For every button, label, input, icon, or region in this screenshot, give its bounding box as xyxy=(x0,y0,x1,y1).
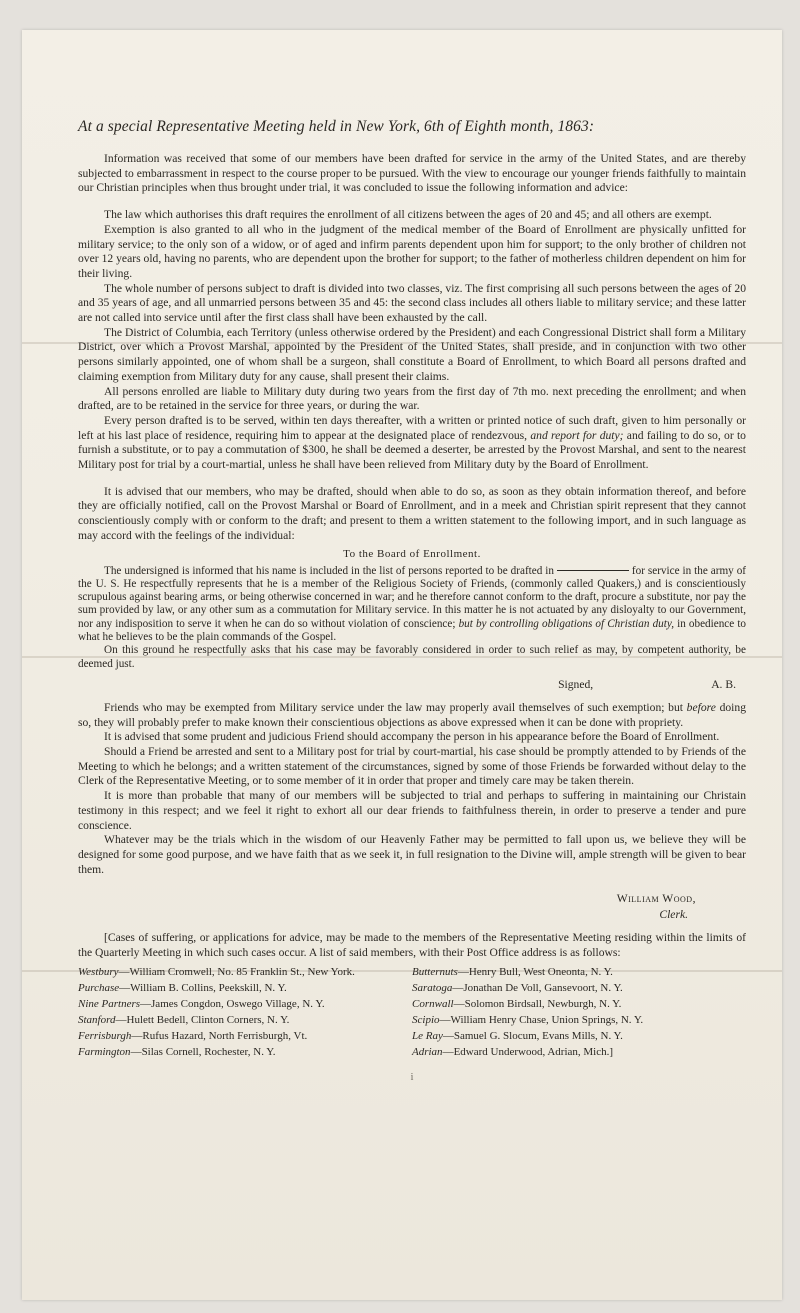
contact-entry: Saratoga—Jonathan De Voll, Gansevoort, N. Y. xyxy=(412,981,623,994)
emphasis-text: before xyxy=(686,700,716,714)
contact-entry: Butternuts—Henry Bull, West Oneonta, N. Y. xyxy=(412,965,613,978)
contacts-list xyxy=(78,964,746,1060)
contact-entry: Le Ray—Samuel G. Slocum, Evans Mills, N. Y. xyxy=(412,1029,623,1042)
document-sheet xyxy=(22,30,782,1300)
statement-signature xyxy=(78,678,746,691)
closing-paragraph-accompany: It is advised that some prudent and judicious Friend should accompany the person in his appearance before the Board of Enrollment. xyxy=(104,730,720,744)
document-title: At a special Representative Meeting held in New York, 6th of Eighth month, 1863: xyxy=(78,118,595,135)
contact-entry: Nine Partners—James Congdon, Oswego Village, N. Y. xyxy=(78,997,325,1010)
law-paragraph-districts: The District of Columbia, each Territory (unless otherwise ordered by the President) and each Congressional District shall form a Military District, over which a Provost Marshal, appointed by the President of the United States, shall preside, and in conjunction with two other persons similarly appointed, one of whom shall be a surgeon, shall constitute a Board of Enrollment, to which Board all persons drafted and claiming exemption from Military duty for any cause, shall present their claims. xyxy=(78,325,746,383)
signed-label: Signed, xyxy=(558,677,594,691)
contact-entry: Adrian—Edward Underwood, Adrian, Mich.] xyxy=(412,1045,614,1058)
clerk-signature xyxy=(78,891,746,923)
document-body xyxy=(78,118,746,1083)
emphasis-text: but by controlling obligations of Christian duty, xyxy=(458,617,675,630)
closing-paragraph-exemption: Friends who may be exempted from Military service under the law may properly avail themselves of such exemption; but before doing so, they will probably prefer to make known their conscientious objections as above expressed when it can be done with propriety. xyxy=(78,700,746,729)
law-paragraph-exemptions: Exemption is also granted to all who in the judgment of the medical member of the Board of Enrollment are physically unfitted for military service; to the only son of a widow, or of aged and infirm parents dependent upon him for support; to the only brother of children not over 12 years old, having no parents, who are dependent upon the brother for support; to the father of motherless children dependent on him for their living. xyxy=(78,222,746,280)
contact-entry: Scipio—William Henry Chase, Union Springs, N. Y. xyxy=(412,1013,644,1026)
statement-paragraph: The undersigned is informed that his name is included in the list of persons reported to be drafted in for service in the army of the U. S. He respectfully represents that he is a member of the Religious Society of Friends, (commonly called Quakers,) and is conscientiously scrupulous against bearing arms, or being otherwise concerned in war; and he therefore cannot conform to the draft, procure a substitute, nor pay the sum provided by law, or any other sum as a commutation for Military service. In this matter he is not actuated by any disloyalty to our Government, nor any indisposition to serve it when he can do so without violation of conscience; but by controlling obligations of Christian duty, in obedience to what he believes to be the plain commands of the Gospel. xyxy=(78,564,747,644)
contact-entry: Westbury—William Cromwell, No. 85 Franklin St., New York. xyxy=(78,965,355,978)
law-paragraph-duty-term: All persons enrolled are liable to Military duty during two years from the first day of 7th mo. next preceding the enrollment; and when drafted, are to be retained in the service for three years, or during the war. xyxy=(78,384,746,413)
contact-entry: Cornwall—Solomon Birdsall, Newburgh, N. Y. xyxy=(412,997,622,1010)
closing-paragraph-testimony: It is more than probable that many of our members will be subjected to trial and perhaps to suffering in maintaining our Christain testimony in this respect; and we feel it right to exhort all our dear friends to faithfulness therein, in order to preserve a tender and pure conscience. xyxy=(78,789,746,832)
law-paragraph-age-range: The law which authorises this draft requires the enrollment of all citizens between the ages of 20 and 45; and all others are exempt. xyxy=(104,208,712,222)
closing-paragraph-faith: Whatever may be the trials which in the wisdom of our Heavenly Father may be permitted to fall upon us, we believe they will be designed for some good purpose, and we have faith that as we seek it, in full resignation to the Divine will, ample strength will be given to bear them. xyxy=(78,833,746,876)
advice-paragraph: It is advised that our members, who may be drafted, should when able to do so, as soon as they obtain information thereof, and before they are officially notified, call on the Provost Marshal or Board of Enrollment, and in a meek and Christian spirit represent that they cannot conscientiously comply with or conform to the draft; and present to them a written statement to the following import, and in such language as may accord with the feelings of the individual: xyxy=(78,484,746,542)
contacts-intro: [Cases of suffering, or applications for advice, may be made to the members of the Representative Meeting residing within the limits of the Quarterly Meeting in which such cases occur. A list of said members, with their Post Office address is as follows: xyxy=(78,931,746,960)
signed-initials: A. B. xyxy=(711,677,736,691)
blank-line xyxy=(557,570,629,571)
page-footmark: i xyxy=(410,1071,414,1083)
statement-heading: To the Board of Enrollment. xyxy=(343,547,481,560)
intro-paragraph: Information was received that some of our members have been drafted for service in the army of the United States, and are thereby subjected to embarrassment in respect to the course proper to be pursued. With the view to encourage our younger friends faithfully to maintain our Christian principles when thus brought under trial, it was concluded to issue the following information and advice: xyxy=(78,152,746,195)
closing-paragraph-arrest: Should a Friend be arrested and sent to a Military post for trial by court-martial, his case should be promptly attended to by Friends of the Meeting to which he belongs; and a written statement of the circumstances, signed by some of those Friends be forwarded without delay to the Clerk of the Representative Meeting, or to some member of it in order that proper and timely care may be taken therein. xyxy=(78,745,746,788)
statement-request: On this ground he respectfully asks that his case may be favorably considered in order to such relief as may, by competent authority, be deemed just. xyxy=(78,644,746,670)
emphasis-text: and report for duty; xyxy=(530,428,624,442)
contact-entry: Stanford—Hulett Bedell, Clinton Corners, N. Y. xyxy=(78,1013,290,1026)
contact-entry: Purchase—William B. Collins, Peekskill, N. Y. xyxy=(78,981,287,994)
law-paragraph-notice: Every person drafted is to be served, within ten days thereafter, with a written or printed notice of such draft, given to him personally or left at his last place of residence, requiring him to appear at the designated place of rendezvous, and report for duty; and failing to do so, or to furnish a substitute, or to pay a commutation of $300, he shall be deemed a deserter, be arrested by the Provost Marshal, and sent to the nearest Military post for trial by a court-martial, unless he shall have been relieved from Military duty by the Board of Enrollment. xyxy=(78,413,746,472)
board-statement xyxy=(78,548,746,691)
clerk-role: Clerk. xyxy=(659,908,688,922)
contact-entry: Farmington—Silas Cornell, Rochester, N. Y. xyxy=(78,1045,276,1058)
clerk-name: William Wood, xyxy=(616,892,696,906)
law-paragraph-classes: The whole number of persons subject to draft is divided into two classes, viz. The first comprising all such persons between the ages of 20 and 35 years of age, and all unmarried persons between 35 and 45: the second class includes all others liable to military service; and these latter are not called into service until after the first class shall have been exhausted by the call. xyxy=(78,281,746,325)
contact-entry: Ferrisburgh—Rufus Hazard, North Ferrisburgh, Vt. xyxy=(78,1029,308,1042)
